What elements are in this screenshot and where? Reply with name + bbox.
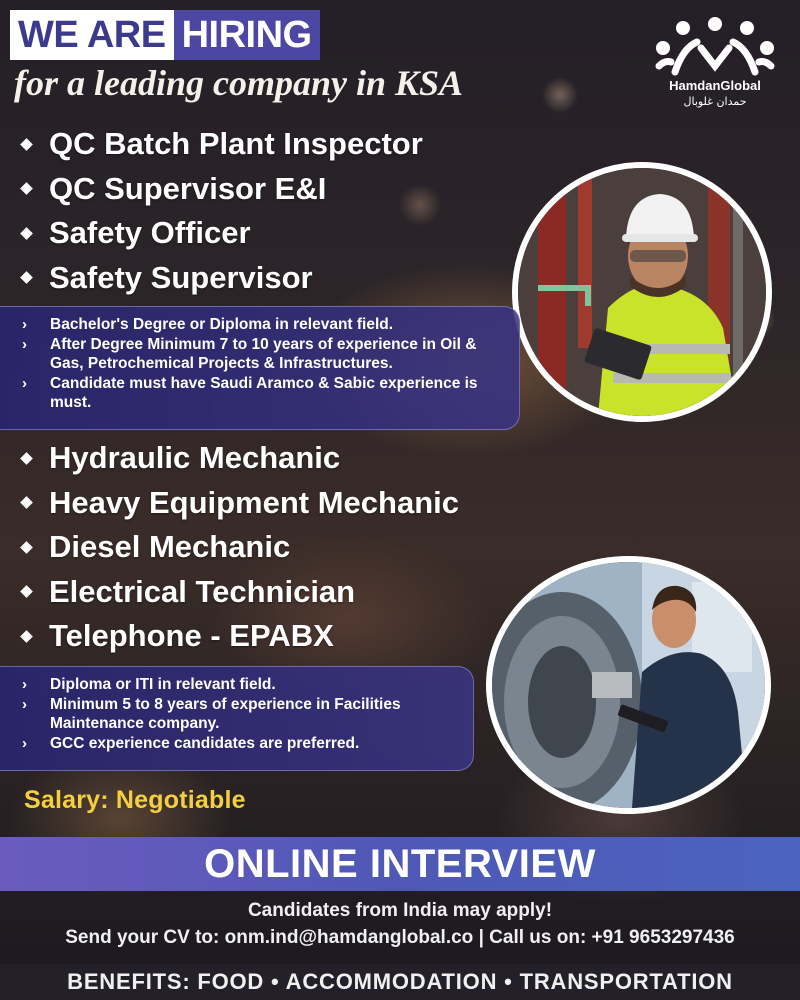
requirement-item: › Candidate must have Saudi Aramco & Sabic experience is must.	[22, 374, 478, 411]
subtitle: for a leading company in KSA	[14, 63, 464, 103]
company-logo	[640, 14, 790, 124]
requirement-item: › Minimum 5 to 8 years of experience in Facilities Maintenance company.	[22, 695, 401, 732]
job-item: Telephone - EPABX	[18, 614, 459, 659]
inspector-illustration	[518, 168, 766, 416]
salary-text: Salary: Negotiable	[24, 786, 246, 814]
chevron-right-icon: ›	[22, 734, 27, 752]
technician-illustration	[492, 562, 765, 808]
contact-text: Send your CV to: onm.ind@hamdanglobal.co | Call us on: +91 9653297436	[65, 927, 735, 948]
diamond-bullet-icon	[20, 452, 33, 465]
requirements-box-2	[0, 666, 474, 771]
chevron-right-icon: ›	[22, 676, 27, 693]
hiring-badge	[10, 10, 320, 60]
logo-name-ar: حمدان غلوبال	[683, 95, 747, 108]
chevron-right-icon: ›	[22, 695, 27, 713]
inspector-photo	[512, 162, 772, 422]
hiring-label: HIRING	[174, 10, 320, 60]
job-item: Hydraulic Mechanic	[18, 436, 459, 481]
chevron-right-icon: ›	[22, 374, 27, 392]
diamond-bullet-icon	[20, 138, 33, 151]
logo-name-en: HamdanGlobal	[669, 78, 761, 93]
diamond-bullet-icon	[20, 541, 33, 554]
we-are-label: WE ARE	[10, 10, 174, 60]
requirement-item: › After Degree Minimum 7 to 10 years of experience in Oil & Gas, Petrochemical Projects & Infrastructures.	[22, 335, 477, 372]
india-candidates-text: Candidates from India may apply!	[247, 900, 553, 921]
job-item: Safety Supervisor	[18, 256, 423, 301]
job-list-1	[18, 122, 423, 300]
job-item: Electrical Technician	[18, 570, 459, 615]
chevron-right-icon: ›	[22, 335, 27, 353]
job-item: QC Supervisor E&I	[18, 167, 423, 212]
diamond-bullet-icon	[20, 585, 33, 598]
requirement-item: › GCC experience candidates are preferred.	[22, 734, 360, 752]
diamond-bullet-icon	[20, 227, 33, 240]
online-interview-text: ONLINE INTERVIEW	[204, 842, 596, 886]
benefits-bar	[0, 964, 800, 1000]
diamond-bullet-icon	[20, 496, 33, 509]
requirements-box-1	[0, 306, 520, 430]
job-item: QC Batch Plant Inspector	[18, 122, 423, 167]
diamond-bullet-icon	[20, 271, 33, 284]
benefits-text: BENEFITS: FOOD • ACCOMMODATION • TRANSPORTATION	[67, 969, 733, 994]
job-item: Heavy Equipment Mechanic	[18, 481, 459, 526]
job-item: Safety Officer	[18, 211, 423, 256]
technician-photo	[486, 556, 771, 814]
requirement-item: › Diploma or ITI in relevant field.	[22, 676, 276, 693]
job-list-2	[18, 436, 459, 659]
requirement-item: › Bachelor's Degree or Diploma in relevant field.	[22, 316, 394, 333]
hamdan-logo-icon	[645, 14, 785, 76]
chevron-right-icon: ›	[22, 316, 27, 333]
diamond-bullet-icon	[20, 182, 33, 195]
diamond-bullet-icon	[20, 630, 33, 643]
job-item: Diesel Mechanic	[18, 525, 459, 570]
online-interview-banner	[0, 837, 800, 891]
